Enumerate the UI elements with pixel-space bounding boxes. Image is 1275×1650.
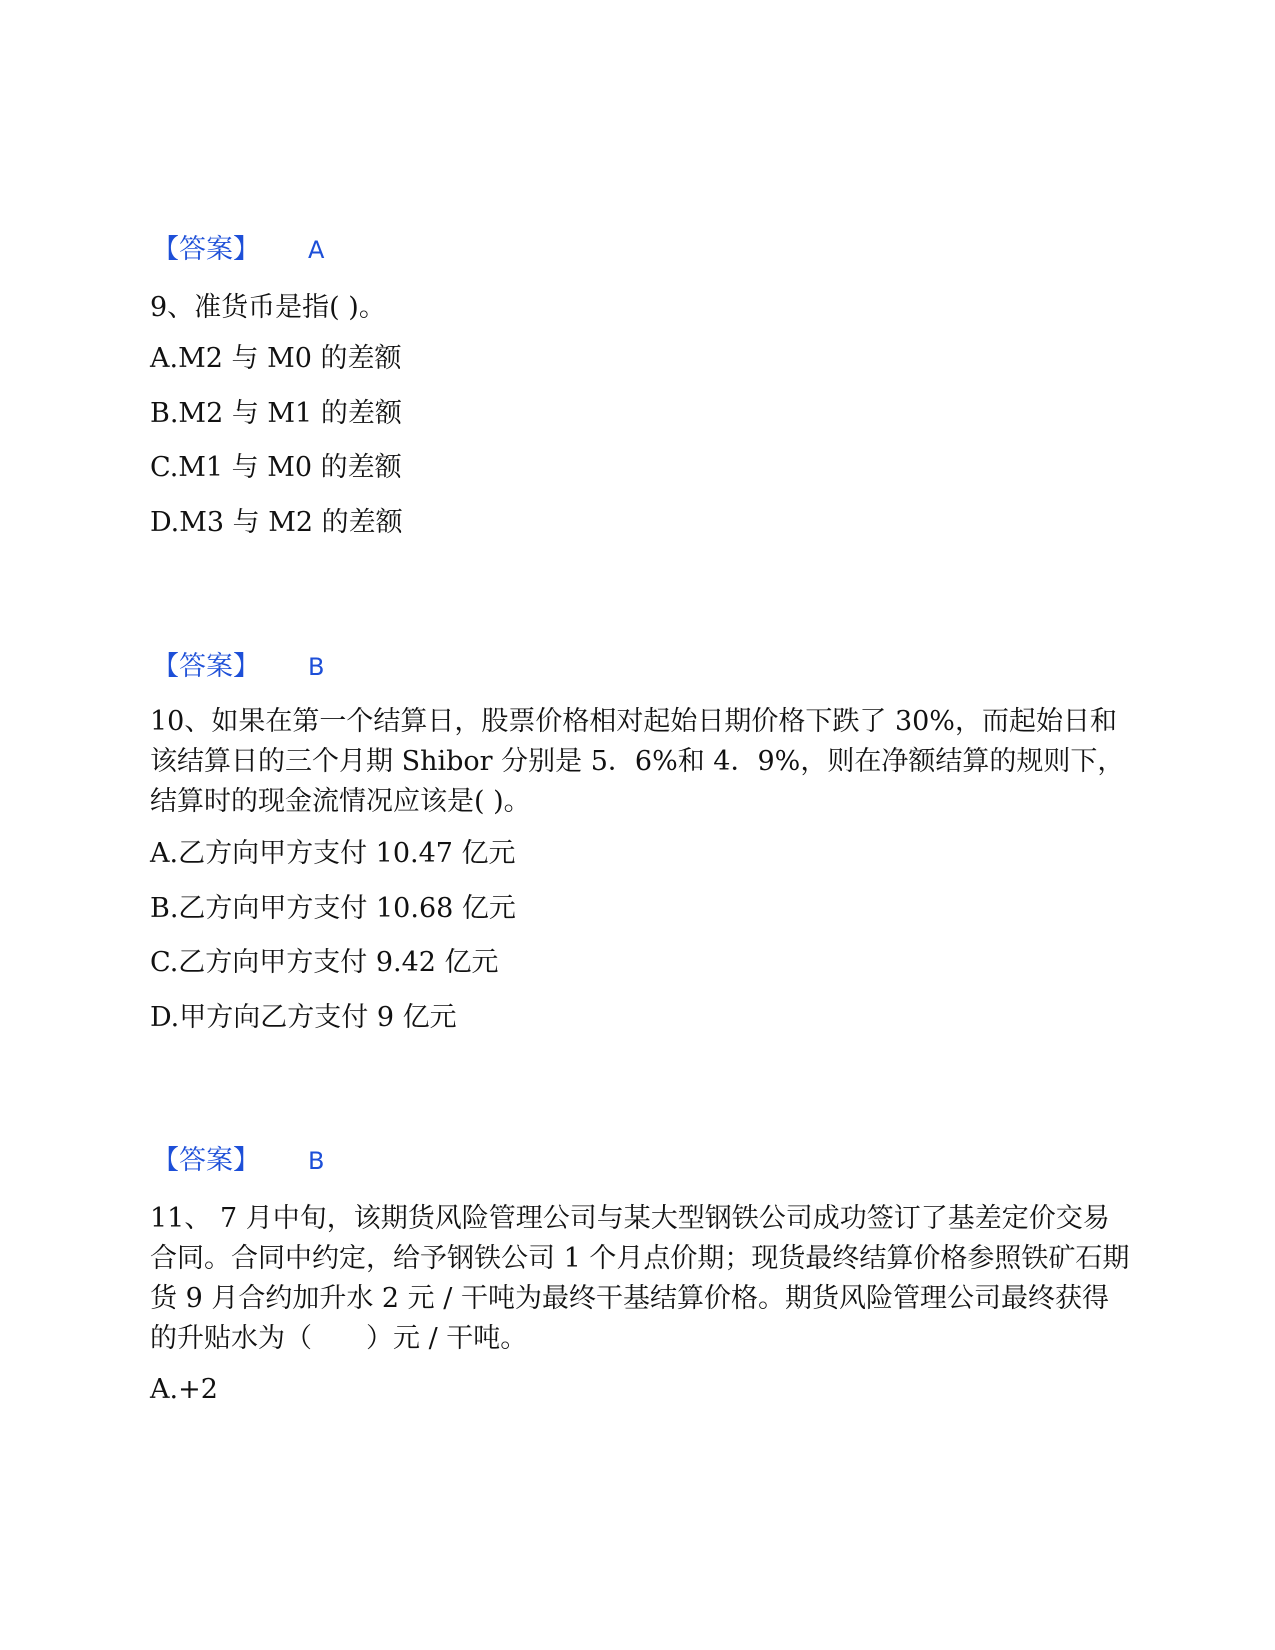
q10-option-c: C.乙方向甲方支付 9.42 亿元 — [150, 947, 499, 978]
question-9-stem: 9、准货币是指( )。 — [150, 292, 386, 323]
answer-line-q10 — [152, 1146, 324, 1176]
answer-label: 【答案】 — [152, 234, 260, 265]
q9-option-b: B.M2 与 M1 的差额 — [150, 398, 402, 429]
answer-label: 【答案】 — [152, 1145, 260, 1176]
q9-option-d: D.M3 与 M2 的差额 — [150, 507, 403, 538]
answer-value: B — [308, 653, 325, 681]
answer-value: A — [308, 236, 325, 264]
q11-option-a: A.+2 — [150, 1374, 218, 1405]
answer-label: 【答案】 — [152, 651, 260, 682]
q9-option-c: C.M1 与 M0 的差额 — [150, 452, 402, 483]
q10-option-b: B.乙方向甲方支付 10.68 亿元 — [150, 893, 516, 924]
answer-line-q9 — [152, 652, 324, 682]
q10-option-a: A.乙方向甲方支付 10.47 亿元 — [150, 838, 516, 869]
answer-value: B — [308, 1147, 325, 1175]
q9-option-a: A.M2 与 M0 的差额 — [150, 343, 402, 374]
question-11-stem: 11、 7 月中旬，该期货风险管理公司与某大型钢铁公司成功签订了基差定价交易合同。合同中约定，给予钢铁公司 1 个月点价期；现货最终结算价格参照铁矿石期货 9 月合约加升水 2 元 / 干吨为最终干基结算价格。期货风险管理公司最终获得的升贴水为（ ）元 / 干吨。 — [150, 1203, 1130, 1354]
question-10-stem: 10、如果在第一个结算日，股票价格相对起始日期价格下跌了 30%，而起始日和该结算日的三个月期 Shibor 分别是 5．6%和 4．9%，则在净额结算的规则下，结算时的现金流情况应该是( )。 — [150, 706, 1125, 817]
q10-option-d: D.甲方向乙方支付 9 亿元 — [150, 1002, 457, 1033]
answer-line-q8 — [152, 235, 324, 265]
